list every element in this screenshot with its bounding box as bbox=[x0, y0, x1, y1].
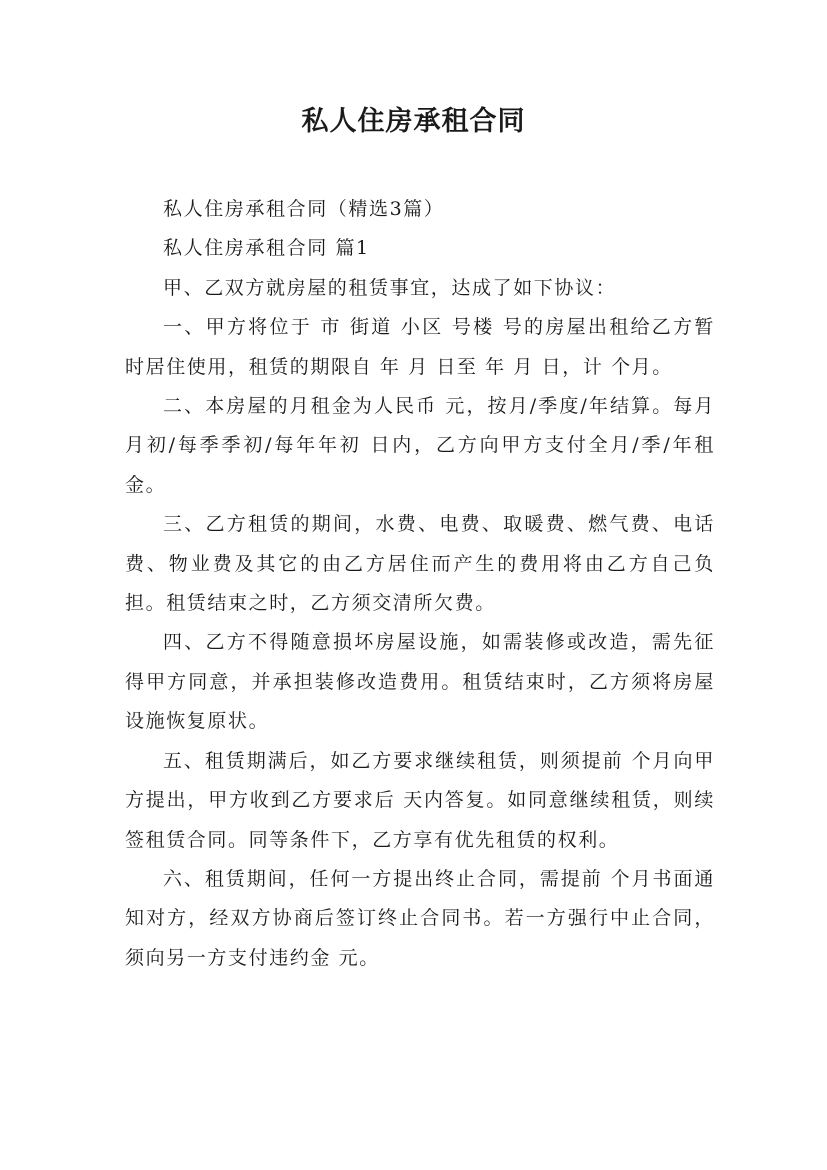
paragraph-clause-1: 一、甲方将位于 市 街道 小区 号楼 号的房屋出租给乙方暂时居住使用，租赁的期限自 年 月 日至 年 月 日，计 个月。 bbox=[125, 316, 715, 378]
paragraph-intro: 甲、乙双方就房屋的租赁事宜，达成了如下协议： bbox=[163, 276, 617, 299]
paragraph-clause-5: 五、租赁期满后，如乙方要求继续租赁，则须提前 个月向甲方提出，甲方收到乙方要求后 天内答复。如同意继续租赁，则续签租赁合同。同等条件下，乙方享有优先租赁的权利。 bbox=[125, 749, 715, 851]
paragraph-clause-3: 三、乙方租赁的期间，水费、电费、取暖费、燃气费、电话费、物业费及其它的由乙方居住而产生的费用将由乙方自己负担。租赁结束之时，乙方须交清所欠费。 bbox=[125, 513, 715, 615]
paragraph-clause-4: 四、乙方不得随意损坏房屋设施，如需装修或改造，需先征得甲方同意，并承担装修改造费用。租赁结束时，乙方须将房屋设施恢复原状。 bbox=[125, 631, 715, 733]
document-title: 私人住房承租合同 bbox=[301, 106, 526, 137]
paragraph-clause-2: 二、本房屋的月租金为人民币 元，按月/季度/年结算。每月月初/每季季初/每年年初 日内，乙方向甲方支付全月/季/年租金。 bbox=[125, 395, 715, 496]
paragraph-clause-6: 六、租赁期间，任何一方提出终止合同，需提前 个月书面通知对方，经双方协商后签订终止合同书。若一方强行中止合同，须向另一方支付违约金 元。 bbox=[125, 867, 715, 969]
paragraph-subtitle: 私人住房承租合同（精选3篇） bbox=[163, 198, 445, 220]
document-body bbox=[125, 190, 715, 978]
paragraph-section-heading: 私人住房承租合同 篇1 bbox=[163, 237, 370, 260]
